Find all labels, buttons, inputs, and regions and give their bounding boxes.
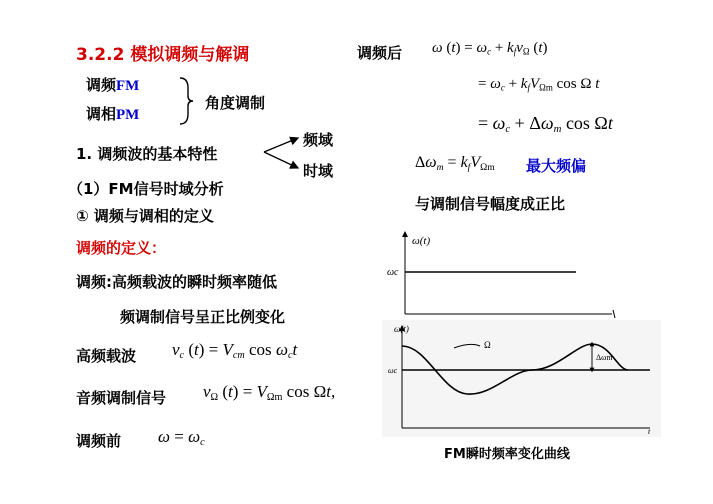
graph1-level-label: ωc xyxy=(387,267,399,278)
graph2-deviation-label: Δωm xyxy=(596,353,613,362)
fm-definition-label: 调频的定义： xyxy=(76,239,167,257)
carrier-equation: $v_c$ $(t) = V_{cm}$ $\cos \omega_ct$ xyxy=(172,340,298,362)
graph2-y-axis-label: ω(t) xyxy=(394,324,409,334)
max-deviation-equation: $\Delta\omega_m = k_fV_{\Omega m}$ xyxy=(415,154,495,173)
proportional-text: 与调制信号幅度成正比 xyxy=(415,195,566,213)
fm-definition-line1: 调频:高频载波的瞬时频率随低 xyxy=(76,273,277,291)
before-modulation-label: 调频前 xyxy=(76,432,122,450)
max-deviation-label: 最大频偏 xyxy=(526,157,587,175)
fm-label-en: FM xyxy=(116,78,140,94)
frequency-domain-label: 频域 xyxy=(303,131,334,149)
audio-signal-label: 音频调制信号 xyxy=(76,389,167,407)
graph1-y-axis-label: ω(t) xyxy=(412,235,431,247)
brace-icon xyxy=(178,76,194,126)
fm-definition-line2: 频调制信号呈正比例变化 xyxy=(120,308,286,326)
graph2-x-axis-label: t xyxy=(648,427,651,436)
after-modulation-eq2: = $\omega_c + k_fV_{\Omega m}$ cos Ω t xyxy=(478,76,600,93)
branch-arrows-icon xyxy=(262,130,302,176)
constant-frequency-graph xyxy=(380,228,625,320)
pm-label-en: PM xyxy=(116,107,140,123)
time-domain-label: 时域 xyxy=(303,162,334,180)
definition-heading: ① 调频与调相的定义 xyxy=(76,207,214,225)
fm-time-analysis-heading: （1）FM信号时域分析 xyxy=(68,180,224,198)
section-title: 3.2.2 模拟调频与解调 xyxy=(76,45,250,65)
after-modulation-label: 调频后 xyxy=(357,44,403,62)
graph1-x-axis-tick xyxy=(613,310,615,318)
pm-label xyxy=(86,103,139,124)
audio-signal-equation: $v_\Omega$ $(t) = V_{\Omega m}$ cos Ωt, xyxy=(203,382,336,404)
graph2-omega-label: Ω xyxy=(484,340,491,350)
fm-frequency-curve-graph xyxy=(382,320,662,438)
before-modulation-equation: $\omega = \omega_c$ xyxy=(158,427,205,449)
basic-characteristics-heading: 1. 调频波的基本特性 xyxy=(76,145,218,163)
angle-modulation-label: 角度调制 xyxy=(205,94,266,112)
graph2-carrier-label: ωc xyxy=(388,366,398,375)
figure-caption: FM瞬时频率变化曲线 xyxy=(444,447,570,462)
graph2-background xyxy=(382,320,661,437)
fm-label-cn: 调频 xyxy=(86,76,117,94)
after-modulation-eq1: ω $(t) = \omega_c + k_fv_\Omega$ (t) xyxy=(432,40,548,57)
fm-label xyxy=(86,74,139,95)
carrier-label: 高频载波 xyxy=(76,347,137,365)
pm-label-cn: 调相 xyxy=(86,105,117,123)
after-modulation-eq3: = $\omega_c + \Delta\omega_m$ cos Ωt xyxy=(478,113,613,136)
